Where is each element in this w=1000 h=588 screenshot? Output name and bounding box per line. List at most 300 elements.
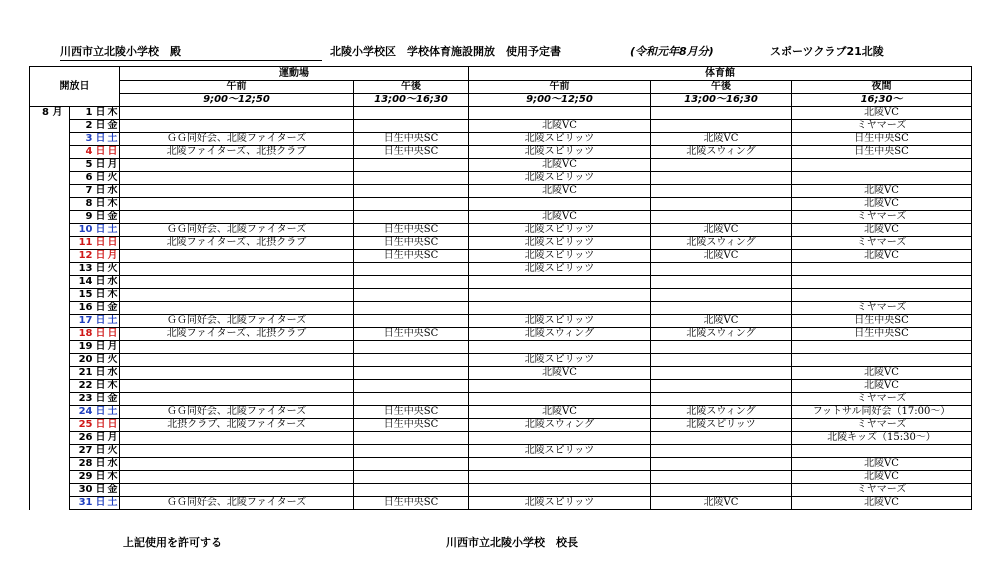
weekday: 金 [107, 393, 118, 404]
table-row [30, 133, 972, 146]
day-unit: 日 [95, 328, 106, 339]
gym-morning-cell: 北陵スピリッツ [469, 172, 651, 185]
gym-morning-cell: 北陵スピリッツ [469, 250, 651, 263]
gym-morning-cell [469, 380, 651, 393]
month-cell-blank [30, 133, 70, 146]
table-row [30, 159, 972, 172]
day-unit: 日 [95, 133, 106, 144]
ground-morning-cell [120, 172, 354, 185]
ground-afternoon-cell [354, 458, 469, 471]
gym-morning-cell [469, 289, 651, 302]
gym-afternoon-cell [651, 289, 792, 302]
gym-morning-time: 9;00～12;50 [469, 94, 651, 107]
ground-afternoon-cell [354, 341, 469, 354]
ground-afternoon-cell: 日生中央SC [354, 497, 469, 510]
gym-afternoon-cell [651, 211, 792, 224]
month-cell-blank [30, 328, 70, 341]
month-cell-blank [30, 276, 70, 289]
ground-afternoon-cell [354, 198, 469, 211]
weekday: 土 [107, 497, 118, 508]
ground-afternoon-cell: 日生中央SC [354, 146, 469, 159]
day-number: 25 [70, 419, 94, 432]
table-row [30, 172, 972, 185]
gym-morning-cell [469, 198, 651, 211]
weekday: 火 [107, 445, 118, 456]
ground-afternoon-cell [354, 315, 469, 328]
table-row [30, 458, 972, 471]
day-number: 18 [70, 328, 94, 341]
gym-night-cell: 北陵VC [792, 185, 972, 198]
table-row [30, 224, 972, 237]
gym-morning-cell: 北陵スピリッツ [469, 315, 651, 328]
month-cell-blank [30, 419, 70, 432]
gym-header: 体育館 [469, 67, 972, 81]
gym-morning-cell: 北陵スピリッツ [469, 237, 651, 250]
ground-morning-cell [120, 393, 354, 406]
ground-afternoon-cell [354, 211, 469, 224]
gym-afternoon-cell [651, 107, 792, 120]
day-unit: 日 [95, 237, 106, 248]
header-row-time [30, 94, 972, 107]
weekday: 火 [107, 172, 118, 183]
month-cell-blank [30, 380, 70, 393]
gym-afternoon-cell: 北陵スピリッツ [651, 419, 792, 432]
day-number: 28 [70, 458, 94, 471]
day-unit: 日 [95, 380, 106, 391]
ground-morning-cell [120, 458, 354, 471]
month-cell-blank [30, 484, 70, 497]
table-row [30, 211, 972, 224]
gym-afternoon-cell [651, 458, 792, 471]
gym-morning-cell: 北陵VC [469, 120, 651, 133]
table-row [30, 237, 972, 250]
day-unit: 日 [95, 393, 106, 404]
gym-afternoon-cell [651, 445, 792, 458]
gym-night-cell: フットサル同好会（17:00～） [792, 406, 972, 419]
day-unit: 日 [95, 302, 106, 313]
gym-night-cell: ミヤマーズ [792, 211, 972, 224]
gym-morning-cell [469, 432, 651, 445]
gym-morning-cell: 北陵スピリッツ [469, 263, 651, 276]
day-number: 20 [70, 354, 94, 367]
gym-afternoon-cell [651, 380, 792, 393]
gym-night-cell: ミヤマーズ [792, 419, 972, 432]
addressee: 川西市立北陵小学校 殿 [60, 43, 322, 61]
ground-afternoon-cell [354, 354, 469, 367]
day-unit: 日 [95, 289, 106, 300]
table-row [30, 406, 972, 419]
weekday: 木 [107, 471, 118, 482]
month-cell-blank [30, 289, 70, 302]
day-number: 19 [70, 341, 94, 354]
weekday: 金 [107, 120, 118, 131]
day-number: 31 [70, 497, 94, 510]
ground-morning-cell [120, 185, 354, 198]
gym-afternoon-cell [651, 393, 792, 406]
gym-afternoon-cell: 北陵VC [651, 497, 792, 510]
gym-morning-cell: 北陵スピリッツ [469, 224, 651, 237]
day-number: 2 [70, 120, 94, 133]
ground-afternoon-cell: 日生中央SC [354, 133, 469, 146]
month-cell-blank [30, 445, 70, 458]
month-cell-blank [30, 315, 70, 328]
ground-morning-cell [120, 471, 354, 484]
weekday: 金 [107, 211, 118, 222]
month-cell-blank [30, 120, 70, 133]
ground-afternoon-cell [354, 380, 469, 393]
gym-afternoon-cell: 北陵VC [651, 315, 792, 328]
gym-morning-cell [469, 393, 651, 406]
table-row [30, 276, 972, 289]
ground-afternoon-cell [354, 159, 469, 172]
weekday: 土 [107, 315, 118, 326]
ground-morning-time: 9;00～12;50 [120, 94, 354, 107]
table-row [30, 497, 972, 510]
day-unit: 日 [95, 458, 106, 469]
ground-morning-cell [120, 354, 354, 367]
ground-morning-cell [120, 159, 354, 172]
gym-night-cell: ミヤマーズ [792, 393, 972, 406]
table-row [30, 380, 972, 393]
month-cell-blank [30, 250, 70, 263]
table-row [30, 432, 972, 445]
gym-afternoon-cell [651, 471, 792, 484]
day-number: 3 [70, 133, 94, 146]
day-unit: 日 [95, 107, 106, 118]
gym-night-cell: 北陵VC [792, 367, 972, 380]
day-unit: 日 [95, 406, 106, 417]
month-cell-blank [30, 302, 70, 315]
day-number: 10 [70, 224, 94, 237]
table-row [30, 263, 972, 276]
gym-night-cell: ミヤマーズ [792, 484, 972, 497]
ground-afternoon-cell: 日生中央SC [354, 419, 469, 432]
weekday: 日 [107, 237, 118, 248]
weekday: 木 [107, 380, 118, 391]
gym-night-cell: 北陵VC [792, 458, 972, 471]
gym-morning-header: 午前 [469, 81, 651, 94]
gym-morning-cell: 北陵スピリッツ [469, 497, 651, 510]
gym-afternoon-cell [651, 198, 792, 211]
ground-morning-cell: 北陵ファイターズ、北摂クラブ [120, 146, 354, 159]
ground-morning-cell: 北摂クラブ、北陵ファイターズ [120, 419, 354, 432]
day-unit: 日 [95, 445, 106, 456]
weekday: 土 [107, 133, 118, 144]
day-number: 9 [70, 211, 94, 224]
gym-morning-cell [469, 276, 651, 289]
gym-night-cell: ミヤマーズ [792, 237, 972, 250]
document-title: 北陵小学校区 学校体育施設開放 使用予定書 [330, 45, 561, 58]
ground-afternoon-cell: 日生中央SC [354, 406, 469, 419]
table-row [30, 146, 972, 159]
month-cell-blank [30, 497, 70, 510]
table-row [30, 471, 972, 484]
ground-header: 運動場 [120, 67, 469, 81]
ground-afternoon-cell [354, 445, 469, 458]
day-number: 24 [70, 406, 94, 419]
table-row [30, 484, 972, 497]
ground-morning-cell: ＧＧ同好会、北陵ファイターズ [120, 406, 354, 419]
weekday: 木 [107, 107, 118, 118]
gym-night-cell [792, 263, 972, 276]
weekday: 火 [107, 263, 118, 274]
day-unit: 日 [95, 172, 106, 183]
table-row [30, 354, 972, 367]
day-number: 27 [70, 445, 94, 458]
day-number: 6 [70, 172, 94, 185]
schedule-table [29, 66, 972, 510]
gym-morning-cell: 北陵VC [469, 211, 651, 224]
table-row [30, 198, 972, 211]
ground-morning-cell [120, 289, 354, 302]
gym-night-cell: 北陵VC [792, 107, 972, 120]
gym-afternoon-cell: 北陵スウィング [651, 406, 792, 419]
ground-morning-cell [120, 276, 354, 289]
ground-morning-cell: ＧＧ同好会、北陵ファイターズ [120, 315, 354, 328]
ground-morning-cell [120, 263, 354, 276]
ground-morning-cell: ＧＧ同好会、北陵ファイターズ [120, 133, 354, 146]
day-number: 4 [70, 146, 94, 159]
ground-afternoon-cell [354, 120, 469, 133]
month-cell-blank [30, 146, 70, 159]
table-row [30, 120, 972, 133]
gym-morning-cell: 北陵スウィング [469, 328, 651, 341]
gym-night-cell: 北陵キッズ（15:30～） [792, 432, 972, 445]
header-row-period [30, 81, 972, 94]
gym-afternoon-cell: 北陵VC [651, 133, 792, 146]
day-unit: 日 [95, 263, 106, 274]
day-number: 15 [70, 289, 94, 302]
ground-morning-cell [120, 198, 354, 211]
day-unit: 日 [95, 354, 106, 365]
ground-morning-cell [120, 432, 354, 445]
ground-afternoon-cell [354, 185, 469, 198]
day-unit: 日 [95, 146, 106, 157]
day-number: 14 [70, 276, 94, 289]
gym-morning-cell: 北陵VC [469, 406, 651, 419]
ground-morning-cell [120, 211, 354, 224]
ground-morning-cell [120, 107, 354, 120]
gym-afternoon-cell: 北陵VC [651, 224, 792, 237]
day-unit: 日 [95, 432, 106, 443]
gym-night-cell: 北陵VC [792, 497, 972, 510]
day-unit: 日 [95, 484, 106, 495]
month-cell-blank [30, 354, 70, 367]
gym-afternoon-cell [651, 302, 792, 315]
ground-morning-cell [120, 484, 354, 497]
gym-night-time: 16;30～ [792, 94, 972, 107]
table-row [30, 250, 972, 263]
gym-night-cell [792, 276, 972, 289]
ground-morning-cell [120, 380, 354, 393]
gym-night-cell [792, 354, 972, 367]
gym-morning-cell: 北陵スピリッツ [469, 445, 651, 458]
day-unit: 日 [95, 341, 106, 352]
table-row [30, 328, 972, 341]
gym-night-cell: 北陵VC [792, 380, 972, 393]
period-label: (令和元年8月分) [630, 45, 714, 58]
ground-afternoon-cell [354, 172, 469, 185]
day-unit: 日 [95, 224, 106, 235]
club-name: スポーツクラブ21北陵 [770, 45, 884, 58]
gym-night-cell: 北陵VC [792, 250, 972, 263]
weekday: 水 [107, 367, 118, 378]
day-number: 11 [70, 237, 94, 250]
gym-afternoon-cell: 北陵VC [651, 250, 792, 263]
month-cell: 8 月 [30, 107, 70, 120]
month-cell-blank [30, 406, 70, 419]
day-number: 16 [70, 302, 94, 315]
day-unit: 日 [95, 159, 106, 170]
ground-morning-cell [120, 341, 354, 354]
weekday: 月 [107, 432, 118, 443]
table-row [30, 367, 972, 380]
table-row [30, 341, 972, 354]
ground-afternoon-cell [354, 263, 469, 276]
gym-afternoon-header: 午後 [651, 81, 792, 94]
gym-afternoon-cell [651, 276, 792, 289]
month-cell-blank [30, 237, 70, 250]
day-unit: 日 [95, 497, 106, 508]
ground-morning-cell [120, 445, 354, 458]
day-unit: 日 [95, 471, 106, 482]
day-unit: 日 [95, 250, 106, 261]
gym-morning-cell: 北陵VC [469, 367, 651, 380]
ground-afternoon-cell [354, 393, 469, 406]
gym-afternoon-cell [651, 367, 792, 380]
month-cell-blank [30, 185, 70, 198]
weekday: 日 [107, 146, 118, 157]
gym-afternoon-cell [651, 185, 792, 198]
gym-morning-cell [469, 458, 651, 471]
header-row-facility [30, 67, 972, 81]
ground-morning-cell: ＧＧ同好会、北陵ファイターズ [120, 497, 354, 510]
month-cell-blank [30, 211, 70, 224]
gym-afternoon-cell: 北陵スウィング [651, 237, 792, 250]
table-row [30, 185, 972, 198]
weekday: 水 [107, 276, 118, 287]
gym-night-cell: 日生中央SC [792, 133, 972, 146]
ground-morning-cell [120, 302, 354, 315]
weekday: 火 [107, 354, 118, 365]
principal-signature: 川西市立北陵小学校 校長 [446, 536, 578, 549]
weekday: 土 [107, 224, 118, 235]
ground-afternoon-cell [354, 471, 469, 484]
day-number: 21 [70, 367, 94, 380]
gym-night-cell [792, 159, 972, 172]
gym-morning-cell [469, 302, 651, 315]
gym-night-cell [792, 172, 972, 185]
table-row [30, 315, 972, 328]
weekday: 水 [107, 458, 118, 469]
gym-night-cell: ミヤマーズ [792, 302, 972, 315]
ground-morning-cell: 北陵ファイターズ、北摂クラブ [120, 237, 354, 250]
table-row [30, 393, 972, 406]
month-cell-blank [30, 341, 70, 354]
weekday: 月 [107, 159, 118, 170]
weekday: 金 [107, 484, 118, 495]
gym-morning-cell [469, 484, 651, 497]
month-cell-blank [30, 432, 70, 445]
gym-morning-cell: 北陵スピリッツ [469, 133, 651, 146]
table-row [30, 107, 972, 120]
weekday: 日 [107, 419, 118, 430]
permission-text: 上記使用を許可する [123, 536, 222, 549]
weekday: 月 [107, 341, 118, 352]
gym-night-cell: 日生中央SC [792, 328, 972, 341]
gym-night-cell [792, 445, 972, 458]
day-unit: 日 [95, 276, 106, 287]
ground-morning-cell: 北陵ファイターズ、北摂クラブ [120, 328, 354, 341]
ground-morning-cell: ＧＧ同好会、北陵ファイターズ [120, 224, 354, 237]
ground-afternoon-cell: 日生中央SC [354, 328, 469, 341]
day-number: 29 [70, 471, 94, 484]
ground-morning-cell [120, 120, 354, 133]
ground-afternoon-time: 13;00～16;30 [354, 94, 469, 107]
gym-night-cell: 北陵VC [792, 198, 972, 211]
gym-afternoon-time: 13;00～16;30 [651, 94, 792, 107]
gym-night-cell: 日生中央SC [792, 315, 972, 328]
gym-morning-cell: 北陵スピリッツ [469, 146, 651, 159]
month-cell-blank [30, 224, 70, 237]
ground-afternoon-cell [354, 289, 469, 302]
ground-afternoon-cell [354, 367, 469, 380]
gym-afternoon-cell [651, 484, 792, 497]
day-number: 1 [70, 107, 94, 120]
day-number: 7 [70, 185, 94, 198]
weekday: 木 [107, 289, 118, 300]
gym-night-cell: 日生中央SC [792, 146, 972, 159]
month-cell-blank [30, 198, 70, 211]
month-cell-blank [30, 159, 70, 172]
gym-night-header: 夜間 [792, 81, 972, 94]
day-unit: 日 [95, 198, 106, 209]
day-unit: 日 [95, 419, 106, 430]
table-row [30, 445, 972, 458]
gym-morning-cell [469, 471, 651, 484]
ground-afternoon-cell [354, 484, 469, 497]
ground-afternoon-cell: 日生中央SC [354, 250, 469, 263]
gym-afternoon-cell [651, 432, 792, 445]
weekday: 木 [107, 198, 118, 209]
gym-morning-cell [469, 341, 651, 354]
table-row [30, 419, 972, 432]
open-day-header: 開放日 [30, 67, 120, 107]
gym-morning-cell [469, 107, 651, 120]
day-number: 13 [70, 263, 94, 276]
gym-night-cell [792, 341, 972, 354]
gym-night-cell: ミヤマーズ [792, 120, 972, 133]
day-number: 22 [70, 380, 94, 393]
ground-morning-header: 午前 [120, 81, 354, 94]
day-number: 8 [70, 198, 94, 211]
gym-morning-cell: 北陵スピリッツ [469, 354, 651, 367]
gym-afternoon-cell [651, 120, 792, 133]
schedule-body [30, 67, 972, 510]
day-number: 12 [70, 250, 94, 263]
gym-afternoon-cell [651, 263, 792, 276]
gym-night-cell: 北陵VC [792, 224, 972, 237]
table-row [30, 289, 972, 302]
weekday: 月 [107, 250, 118, 261]
ground-afternoon-cell: 日生中央SC [354, 237, 469, 250]
day-number: 23 [70, 393, 94, 406]
month-cell-blank [30, 393, 70, 406]
ground-afternoon-cell [354, 432, 469, 445]
ground-afternoon-cell [354, 107, 469, 120]
day-unit: 日 [95, 315, 106, 326]
gym-morning-cell: 北陵VC [469, 159, 651, 172]
